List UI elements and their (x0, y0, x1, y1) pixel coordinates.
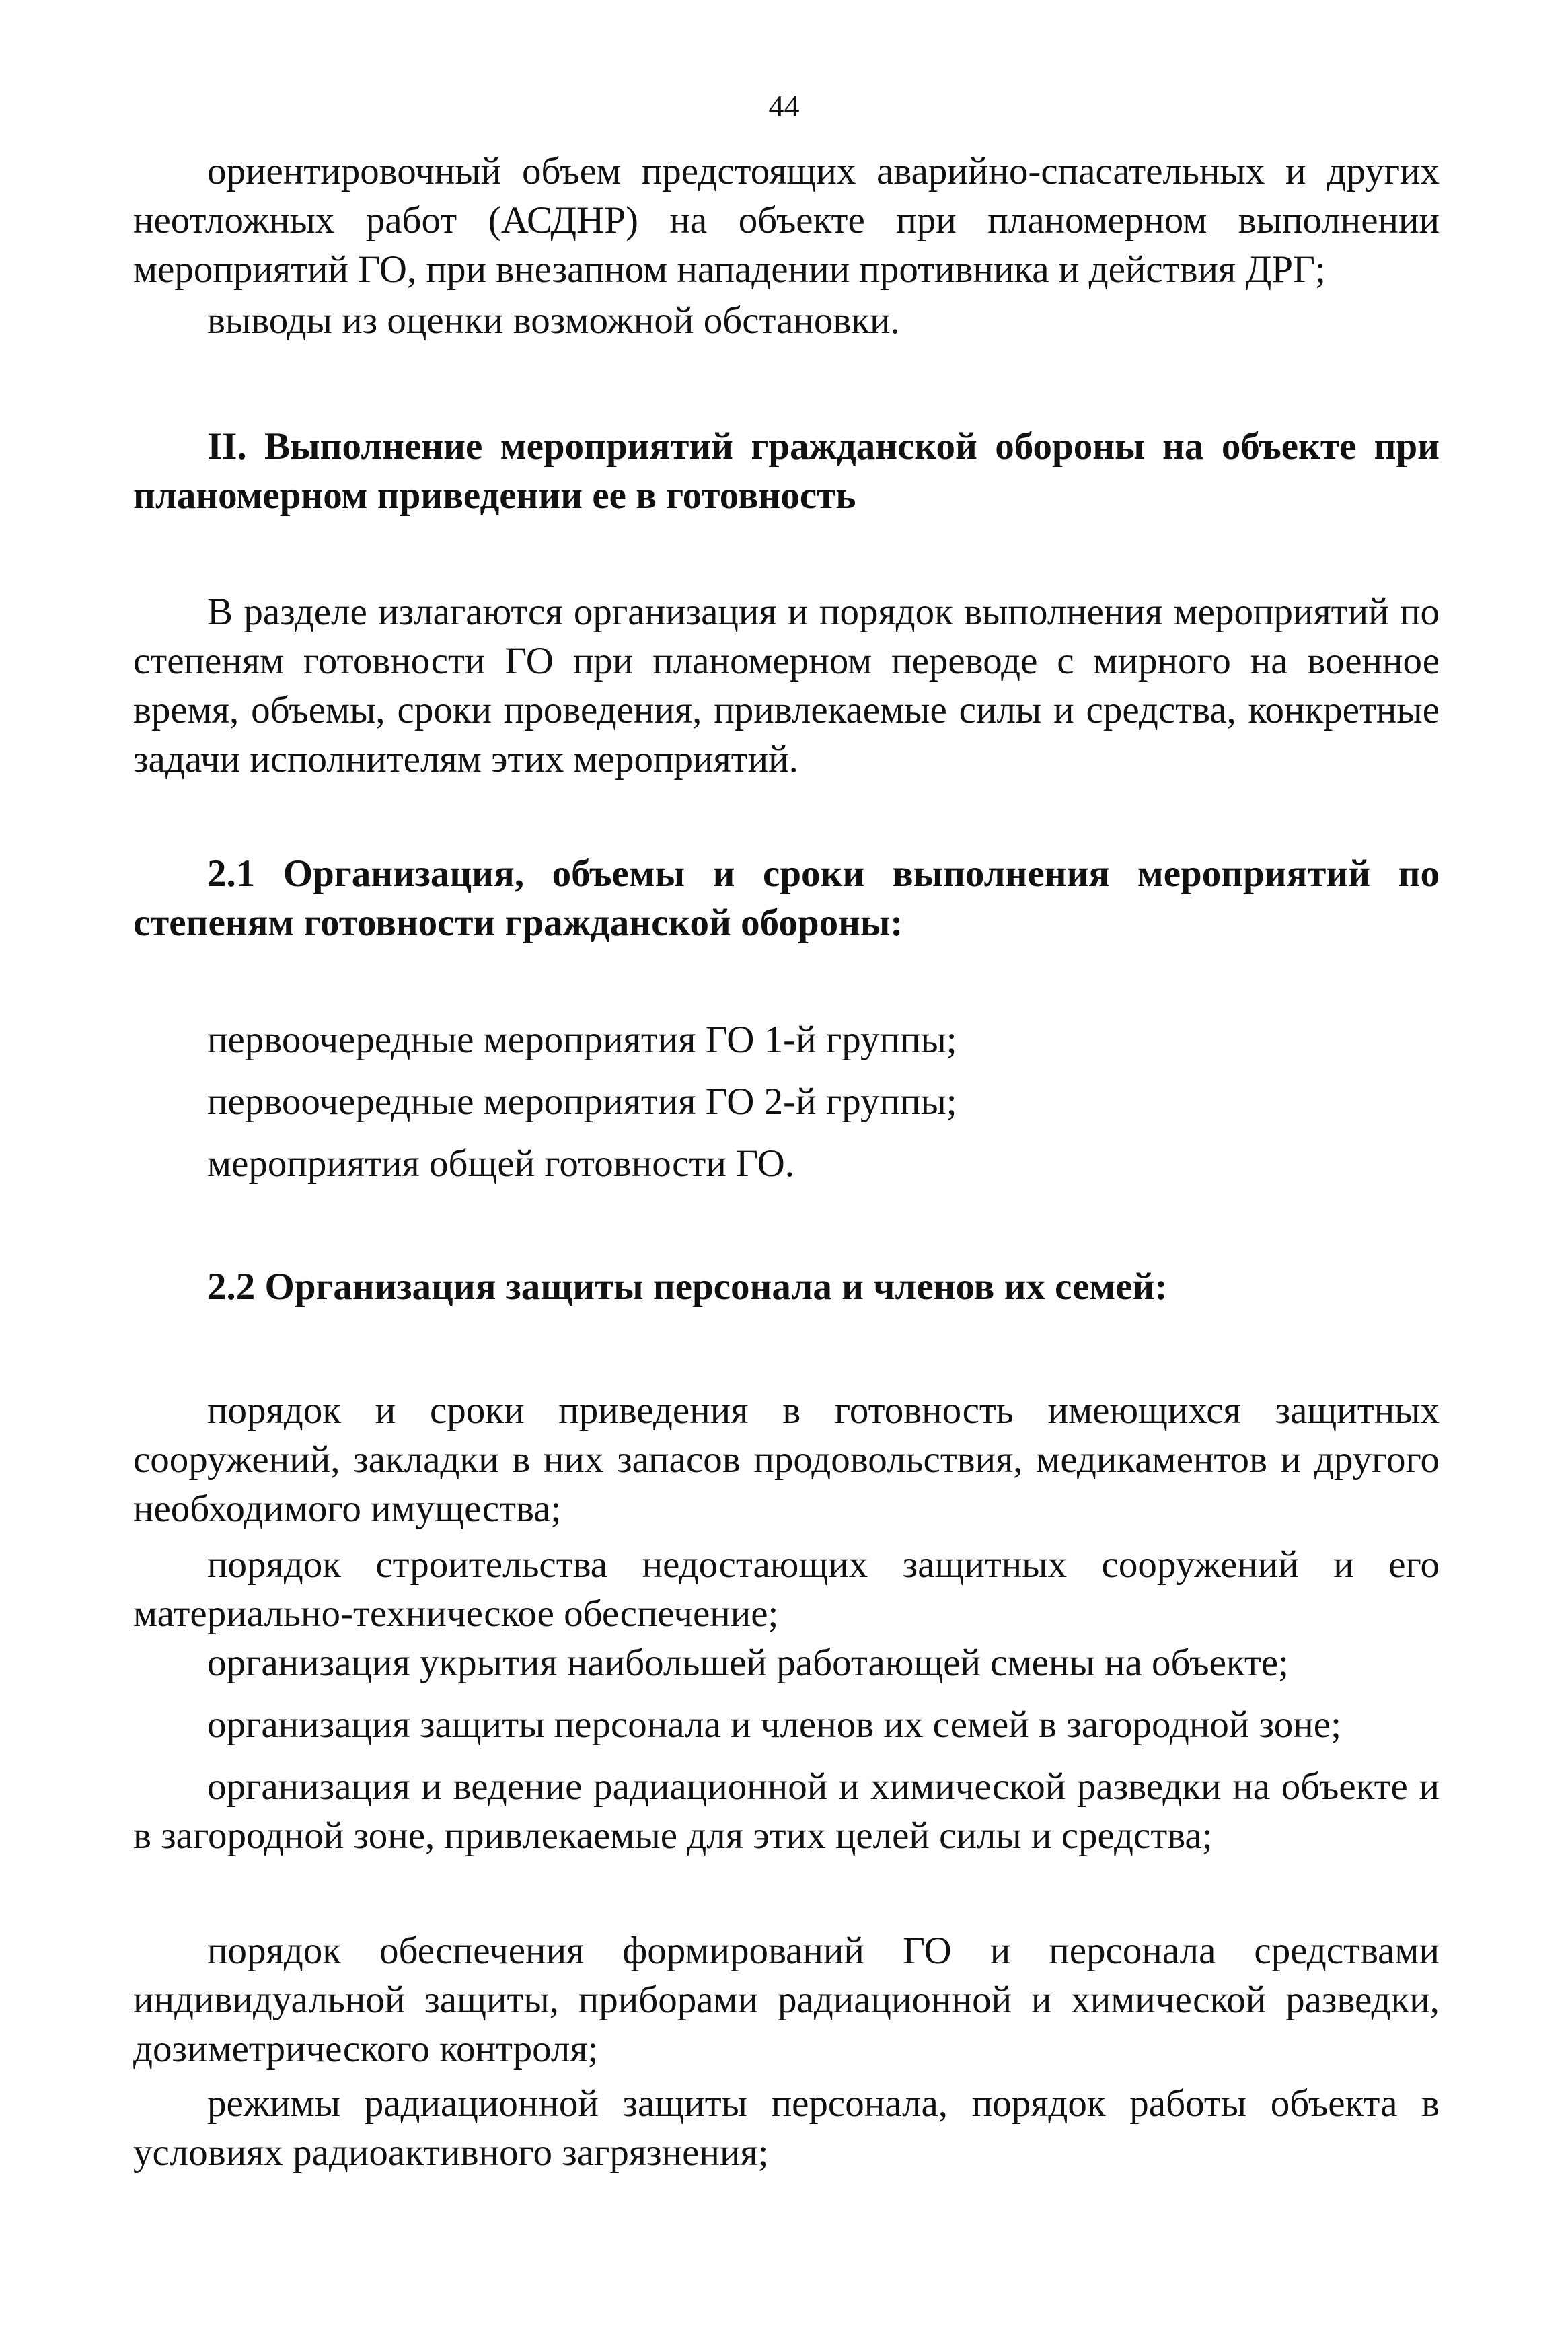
paragraph-shift-shelter: организация укрытия наибольшей работающей смены на объекте; (207, 1642, 1289, 1684)
paragraph-shelters-construction: порядок строительства недостающих защитных сооружений и его материально-техническое обеспечение; (133, 1543, 1440, 1635)
paragraph-conclusions: выводы из оценки возможной обстановки. (207, 299, 900, 342)
paragraph-asdnr-volume: ориентировочный объем предстоящих аварийно-спасательных и других неотложных работ (АСДНР) на объекте при планомерном выполнении мероприятий ГО, при внезапном нападении противника и действия ДРГ; (133, 150, 1440, 291)
list-item-group-2: первоочередные мероприятия ГО 2-й группы; (207, 1081, 957, 1123)
paragraph-shelters-readiness: порядок и сроки приведения в готовность имеющихся защитных сооружений, закладки в них запасов продовольствия, медикаментов и другого необходимого имущества; (133, 1389, 1440, 1530)
heading-2-1: 2.1 Организация, объемы и сроки выполнения мероприятий по степеням готовности гражданской обороны: (133, 852, 1440, 944)
paragraph-suburban-protection: организация защиты персонала и членов их семей в загородной зоне; (207, 1704, 1341, 1746)
page-number: 44 (768, 89, 800, 123)
paragraph-reconnaissance: организация и ведение радиационной и химической разведки на объекте и в загородной зоне, привлекаемые для этих целей силы и средства; (133, 1765, 1440, 1857)
list-item-group-1: первоочередные мероприятия ГО 1-й группы; (207, 1019, 957, 1061)
section-2-heading: II. Выполнение мероприятий гражданской обороны на объекте при планомерном приведении ее в готовность (133, 425, 1440, 517)
paragraph-radiation-modes: режимы радиационной защиты персонала, порядок работы объекта в условиях радиоактивного загрязнения; (133, 2082, 1440, 2174)
paragraph-ppe-supply: порядок обеспечения формирований ГО и персонала средствами индивидуальной защиты, приборами радиационной и химической разведки, дозиметрического контроля; (133, 1930, 1440, 2070)
paragraph-section-description: В разделе излагаются организация и порядок выполнения мероприятий по степеням готовности ГО при планомерном переводе с мирного на военное время, объемы, сроки проведения, привлекаемые силы и средства, конкретные задачи исполнителям этих мероприятий. (133, 591, 1440, 780)
heading-2-2: 2.2 Организация защиты персонала и членов их семей: (207, 1266, 1168, 1308)
list-item-general-readiness: мероприятия общей готовности ГО. (207, 1142, 795, 1185)
